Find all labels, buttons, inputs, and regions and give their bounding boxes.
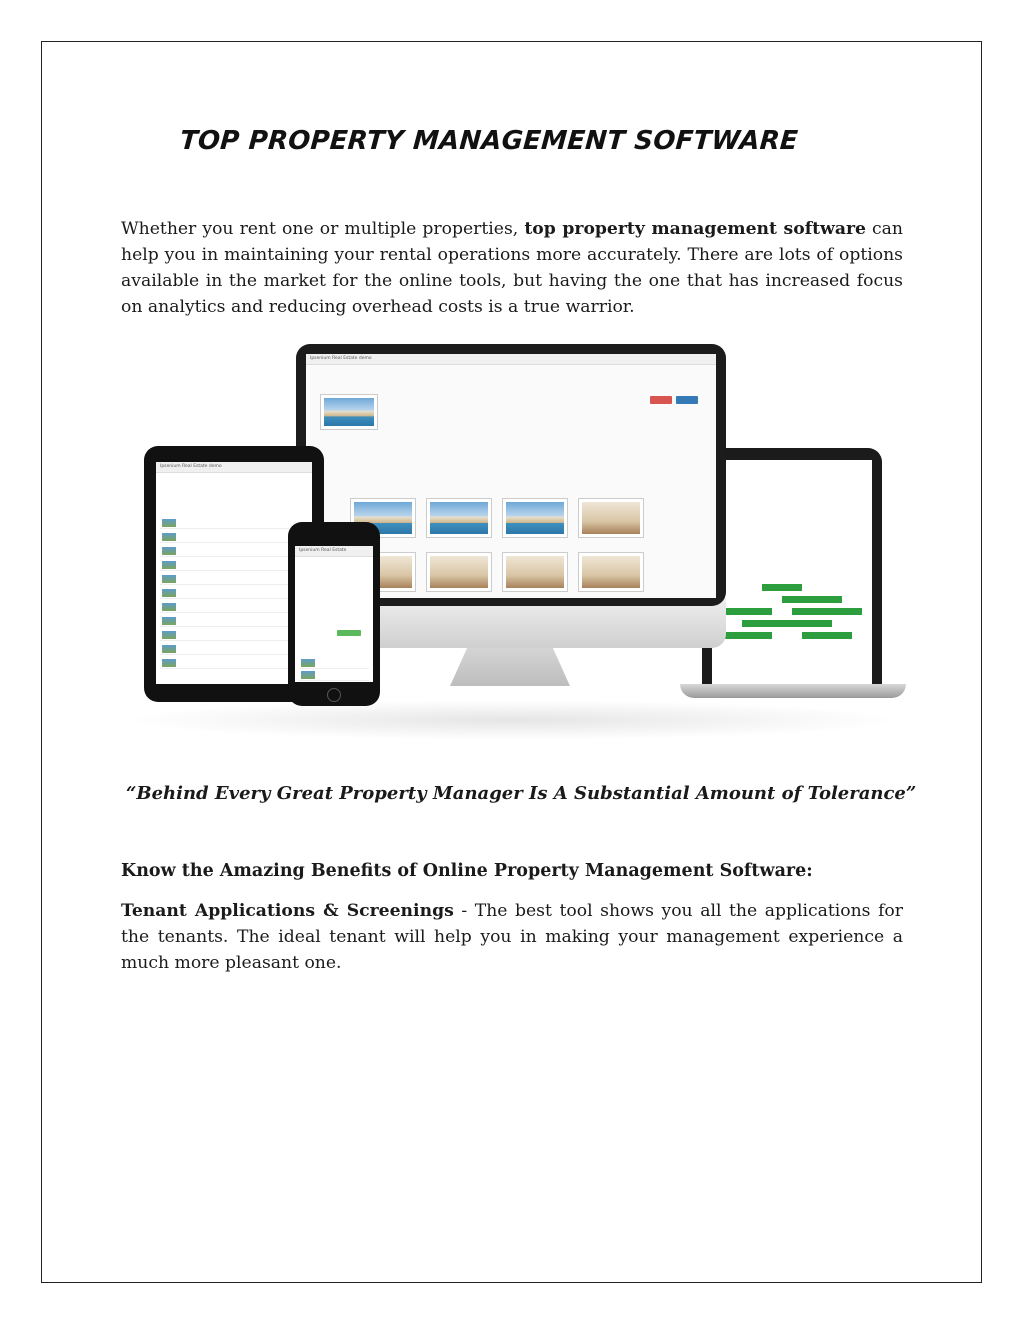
search-button [337, 630, 361, 636]
intro-text-after: can help you in maintaining your rental operations more accurately. There are lots of options available in the market for the online tools, but having the one that has increased focus on analytics and reducing overhead costs is a true warrior. [121, 219, 903, 317]
tablet-app-title: Ipsenium Real Estate demo [160, 464, 222, 469]
save-button [676, 396, 698, 404]
list-item [160, 644, 308, 655]
delete-button [650, 396, 672, 404]
gallery-thumb [426, 552, 492, 592]
list-item [160, 658, 308, 669]
list-item [299, 670, 369, 681]
devices-illustration [120, 340, 905, 770]
monitor-app-bar [306, 354, 716, 365]
monitor-stand [450, 646, 570, 686]
benefit-text: - The best tool shows you all the applications for the tenants. The ideal tenant will help you in making your management experience a much more pleasant one. [121, 901, 903, 973]
gallery-thumb [502, 552, 568, 592]
list-item [160, 630, 308, 641]
devices-shadow [120, 700, 905, 740]
intro-link-text: top property management software [524, 219, 866, 239]
gallery-thumb [426, 498, 492, 538]
gallery-thumb [578, 498, 644, 538]
list-item [160, 602, 308, 613]
gantt-bar [722, 608, 772, 615]
tablet-app-bar [156, 462, 312, 473]
intro-text-before: Whether you rent one or multiple properties, [121, 219, 525, 239]
gallery-thumb [578, 552, 644, 592]
smartphone [288, 522, 380, 706]
monitor-app-title: Ipsenium Real Estate demo [310, 356, 372, 361]
page-title: TOP PROPERTY MANAGEMENT SOFTWARE [178, 126, 800, 156]
list-item [160, 532, 308, 543]
phone-app-bar [295, 546, 373, 557]
list-item [160, 616, 308, 627]
gallery-thumb [502, 498, 568, 538]
phone-screen [295, 546, 373, 682]
gantt-bar [742, 620, 832, 627]
gantt-bar [802, 632, 852, 639]
laptop [702, 448, 882, 686]
quote: “Behind Every Great Property Manager Is A Substantial Amount of Tolerance” [126, 783, 917, 804]
gantt-bar [792, 608, 862, 615]
list-item [160, 546, 308, 557]
benefit-label: Tenant Applications & Screenings [121, 901, 454, 921]
property-photo [320, 394, 378, 430]
home-button-icon [327, 688, 341, 702]
section-heading: Know the Amazing Benefits of Online Property Management Software: [121, 861, 813, 881]
benefit-paragraph [121, 898, 903, 976]
laptop-screen [712, 460, 872, 686]
intro-paragraph [121, 216, 903, 320]
phone-app-title: Ipsenium Real Estate [299, 548, 347, 553]
list-item [299, 658, 369, 669]
gantt-bar [782, 596, 842, 603]
list-item [160, 574, 308, 585]
gantt-bar [762, 584, 802, 591]
list-item [160, 588, 308, 599]
laptop-base [680, 684, 906, 698]
list-item [160, 518, 308, 529]
list-item [160, 560, 308, 571]
